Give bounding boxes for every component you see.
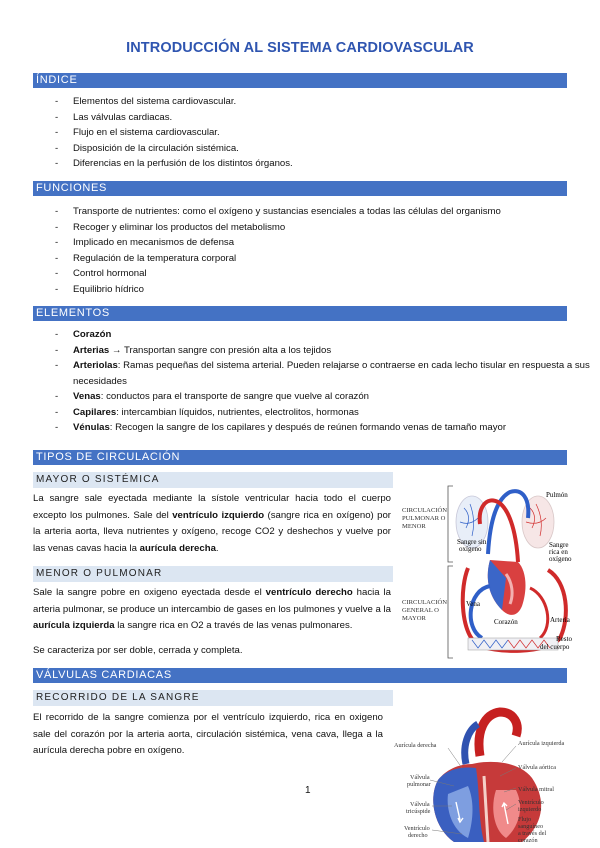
label-ventriculo-izquierdo-1: Ventrículo [518,799,544,806]
label-valvula-pulmonar-2: pulmonar [407,781,431,788]
list-item: - Flujo en el sistema cardiovascular. [33,125,293,141]
label-resto-1: Resto [556,635,572,643]
list-item: - Corazón [33,327,593,343]
label-sangre-rica-2: rica en [549,548,568,556]
label-ventriculo-derecho-2: derecho [408,832,428,839]
label-flujo-3: a través del [518,830,547,837]
menor-heading: MENOR O PULMONAR [33,566,393,582]
document-title: INTRODUCCIÓN AL SISTEMA CARDIOVASCULAR [126,40,474,56]
label-auricula-derecha: Aurícula derecha [394,742,437,749]
section-funciones-heading: FUNCIONES [33,181,567,196]
list-item: - Diferencias en la perfusión de los distintos órganos. [33,156,293,172]
list-item: - Control hormonal [33,266,501,282]
section-tipos-heading: TIPOS DE CIRCULACIÓN [33,450,567,465]
funciones-list [33,204,501,297]
list-item: - Vénulas: Recogen la sangre de los capilares y después de reúnen formando venas de tamaño mayor [33,420,593,436]
list-item: - Elementos del sistema cardiovascular. [33,94,293,110]
list-item: - Equilibrio hídrico [33,282,501,298]
menor-characteristic: Se caracteriza por ser doble, cerrada y completa. [33,645,243,656]
label-sangre-rica-3: oxígeno [549,555,572,563]
page-number: 1 [305,785,311,796]
list-item: - Recoger y eliminar los productos del metabolismo [33,220,501,236]
label-arteria: Arteria [550,616,570,624]
recorrido-heading: RECORRIDO DE LA SANGRE [33,690,393,706]
list-item: - Las válvulas cardiacas. [33,110,293,126]
mayor-paragraph: La sangre sale eyectada mediante la sístole ventricular hacia todo el cuerpo excepto los pulmones. Sale del ventrículo izquierdo (sangre rica en oxígeno) por la arteria aorta, lleva nutrientes y oxígeno, recoge CO2 y deshechos y vuelve por las venas cavas hacia la aurícula derecha. [33,493,392,554]
label-circulacion-mayor-2: GENERAL O [402,607,439,614]
label-valvula-pulmonar-1: Válvula [410,774,430,781]
label-circulacion-menor-2: PULMONAR O [402,515,446,522]
section-elementos-heading: ELEMENTOS [33,306,567,321]
label-valvula-tricuspide-1: Válvula [410,801,430,808]
label-valvula-tricuspide-2: tricúspide [406,808,431,815]
heart-valves-diagram [392,706,582,848]
label-sangre-rica-1: Sangre [549,541,569,549]
label-flujo-2: sanguíneo [518,823,544,830]
list-item: - Capilares: intercambian líquidos, nutrientes, electrolitos, hormonas [33,405,593,421]
label-ventriculo-izquierdo-2: izquierdo [518,806,542,813]
label-sangre-sin-1: Sangre sin [457,538,487,546]
section-indice-heading: ÍNDICE [33,73,567,88]
list-item: - Implicado en mecanismos de defensa [33,235,501,251]
label-pulmon: Pulmón [546,491,568,499]
list-item: - Regulación de la temperatura corporal [33,251,501,267]
indice-list [33,94,293,172]
circulation-diagram [398,478,580,662]
label-circulacion-mayor-3: MAYOR [402,615,426,622]
list-item: - Arterias → Transportan sangre con presión alta a los tejidos [33,343,593,359]
label-circulacion-menor-3: MENOR [402,523,426,530]
label-corazon: Corazón [494,618,518,626]
label-flujo-4: corazón [518,837,538,844]
mayor-heading: MAYOR O SISTÉMICA [33,472,393,488]
label-ventriculo-derecho-1: Ventrículo [404,825,430,832]
label-valvula-mitral: Válvula mitral [518,786,554,793]
label-auricula-izquierda: Aurícula izquierda [518,740,565,747]
label-flujo-1: Flujo [518,816,532,823]
label-resto-2: del cuerpo [540,643,570,651]
label-circulacion-mayor-1: CIRCULACIÓN [402,599,448,606]
section-valvulas-heading: VÁLVULAS CARDIACAS [33,668,567,683]
list-item: - Transporte de nutrientes: como el oxígeno y sustancias esenciales a todas las células del organismo [33,204,501,220]
list-item: - Venas: conductos para el transporte de sangre que vuelve al corazón [33,389,593,405]
label-vena: Vena [466,600,480,608]
elementos-list [33,327,593,436]
list-item: - Disposición de la circulación sistémica. [33,141,293,157]
menor-paragraph: Sale la sangre pobre en oxigeno eyectada desde el ventrículo derecho hacia la arteria pulmonar, se produce un intercambio de gases en los pulmones y vuelve a la aurícula izquierda la sangre rica en O2 a través de las venas pulmonares. [33,587,391,631]
label-sangre-sin-2: oxígeno [459,545,482,553]
label-circulacion-menor-1: CIRCULACIÓN [402,507,448,514]
recorrido-paragraph: El recorrido de la sangre comienza por el ventrículo izquierdo, rica en oxigeno sale del corazón por la arteria aorta, circulación sistémica, vena cava, llega a la aurícula derecha pobre en oxígeno. [33,712,383,756]
list-item: - Arteriolas: Ramas pequeñas del sistema arterial. Pueden relajarse o contraerse en cada lecho tisular en respuesta a sus necesidades [33,358,593,389]
label-valvula-aortica: Válvula aórtica [518,764,556,771]
